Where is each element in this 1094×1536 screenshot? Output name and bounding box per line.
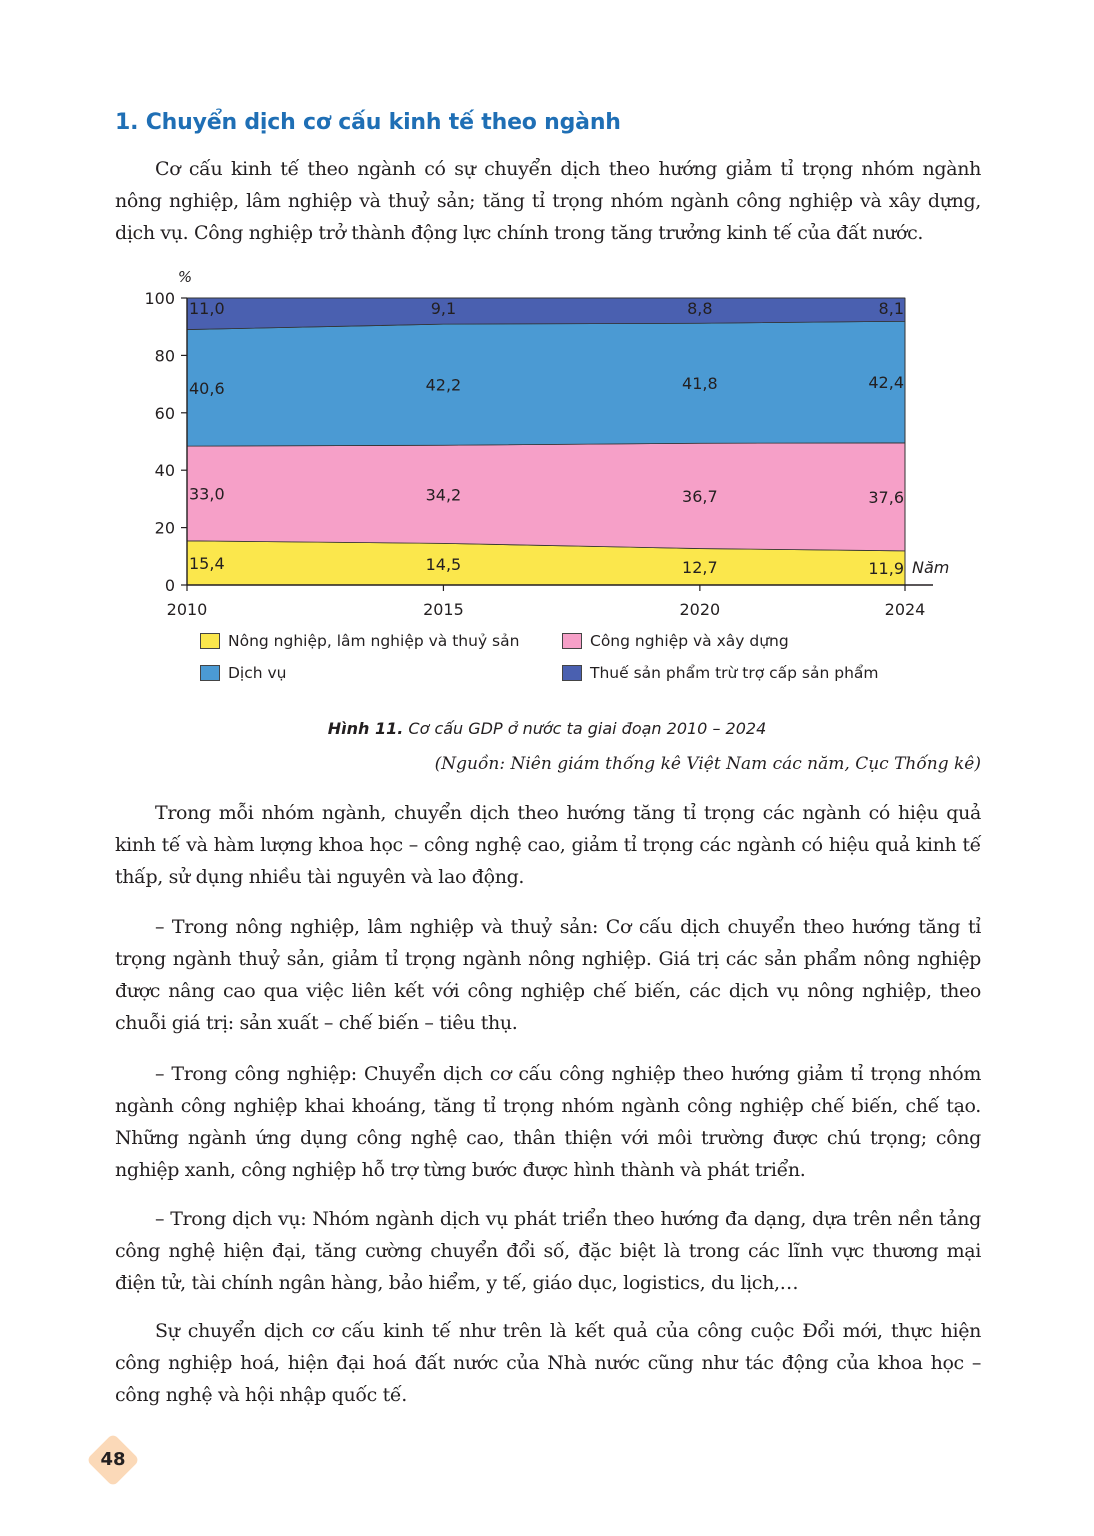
- x-tick-label: 2024: [884, 600, 926, 619]
- y-tick-label: 60: [154, 403, 175, 423]
- data-label: 15,4: [189, 553, 225, 573]
- body-paragraph-industry: – Trong công nghiệp: Chuyển dịch cơ cấu công nghiệp theo hướng giảm tỉ trọng nhóm ngành công nghiệp khai khoáng, tăng tỉ trọng nhóm ngành công nghiệp chế biến, chế tạo. Những ngành ứng dụng công nghệ cao, thân thiện với môi trường được chú trọng; công nghiệp xanh, công nghiệp hỗ trợ từng bước được hình thành và phát triển.: [115, 1063, 981, 1181]
- data-label: 11,9: [868, 558, 904, 578]
- chart-legend: [200, 632, 920, 694]
- page-number: 48: [100, 1449, 126, 1470]
- gdp-structure-chart: [115, 262, 975, 622]
- legend-label-industry: Công nghiệp và xây dựng: [590, 632, 789, 650]
- data-label: 9,1: [430, 299, 457, 318]
- figure-caption-label: Hình 11.: [327, 719, 404, 738]
- legend-swatch-services: [200, 665, 220, 681]
- y-tick-label: 20: [154, 518, 175, 538]
- figure-caption: [0, 719, 1094, 738]
- y-axis-title: %: [177, 268, 193, 286]
- body-paragraph-agriculture: – Trong nông nghiệp, lâm nghiệp và thuỷ sản: Cơ cấu dịch chuyển theo hướng tăng tỉ trọng ngành thuỷ sản, giảm tỉ trọng ngành nông nghiệp. Giá trị các sản phẩm nông nghiệp được nâng cao qua việc liên kết với công nghiệp chế biến, các dịch vụ nông nghiệp, theo chuỗi giá trị: sản xuất – chế biến – tiêu thụ.: [115, 916, 981, 1034]
- body-paragraph-conclusion: Sự chuyển dịch cơ cấu kinh tế như trên là kết quả của công cuộc Đổi mới, thực hiện công nghiệp hoá, hiện đại hoá đất nước của Nhà nước cũng như tác động của khoa học – công nghệ và hội nhập quốc tế.: [115, 1320, 981, 1406]
- legend-swatch-industry: [562, 633, 582, 649]
- data-label: 12,7: [682, 557, 718, 577]
- data-label: 14,5: [425, 555, 462, 575]
- figure-source: (Nguồn: Niên giám thống kê Việt Nam các năm, Cục Thống kê): [434, 754, 981, 774]
- legend-label-taxes: Thuế sản phẩm trừ trợ cấp sản phẩm: [590, 664, 879, 682]
- x-axis-title: Năm: [912, 558, 950, 577]
- figure-caption-text: Cơ cấu GDP ở nước ta giai đoạn 2010 – 2024: [403, 719, 767, 738]
- data-label: 40,6: [189, 378, 225, 398]
- legend-item-services: [200, 664, 287, 682]
- legend-swatch-taxes: [562, 665, 582, 681]
- legend-swatch-agriculture: [200, 633, 220, 649]
- data-label: 8,1: [878, 299, 904, 318]
- data-label: 11,0: [189, 299, 225, 318]
- legend-label-agriculture: Nông nghiệp, lâm nghiệp và thuỷ sản: [228, 632, 520, 650]
- data-label: 37,6: [868, 487, 904, 507]
- y-tick-label: 80: [154, 346, 175, 366]
- legend-item-taxes: [562, 664, 879, 682]
- data-label: 33,0: [189, 484, 225, 504]
- body-paragraph-services: – Trong dịch vụ: Nhóm ngành dịch vụ phát triển theo hướng đa dạng, dựa trên nền tảng công nghệ hiện đại, tăng cường chuyển đổi số, đặc biệt là trong các lĩnh vực thương mại điện tử, tài chính ngân hàng, bảo hiểm, y tế, giáo dục, logistics, du lịch,…: [115, 1208, 981, 1294]
- data-label: 42,4: [868, 373, 904, 393]
- data-label: 8,8: [687, 299, 713, 318]
- area-2: [187, 443, 905, 551]
- intro-paragraph: Cơ cấu kinh tế theo ngành có sự chuyển dịch theo hướng giảm tỉ trọng nhóm ngành nông nghiệp, lâm nghiệp và thuỷ sản; tăng tỉ trọng nhóm ngành công nghiệp và xây dựng, dịch vụ. Công nghiệp trở thành động lực chính trong tăng trưởng kinh tế của đất nước.: [115, 158, 981, 244]
- x-tick-label: 2020: [679, 600, 721, 619]
- legend-label-services: Dịch vụ: [228, 664, 287, 682]
- area-3: [187, 321, 905, 446]
- data-label: 42,2: [425, 375, 462, 395]
- section-heading: 1. Chuyển dịch cơ cấu kinh tế theo ngành: [115, 110, 621, 135]
- data-label: 34,2: [425, 485, 462, 505]
- y-tick-label: 0: [164, 576, 175, 595]
- legend-item-industry: [562, 632, 789, 650]
- x-tick-label: 2010: [166, 600, 208, 619]
- legend-item-agriculture: [200, 632, 519, 650]
- y-tick-label: 100: [144, 289, 175, 308]
- x-tick-label: 2015: [423, 600, 464, 619]
- data-label: 36,7: [682, 486, 718, 506]
- data-label: 41,8: [682, 374, 718, 394]
- y-tick-label: 40: [154, 461, 175, 481]
- body-paragraph: Trong mỗi nhóm ngành, chuyển dịch theo hướng tăng tỉ trọng các ngành có hiệu quả kinh tế và hàm lượng khoa học – công nghệ cao, giảm tỉ trọng các ngành có hiệu quả kinh tế thấp, sử dụng nhiều tài nguyên và lao động.: [115, 802, 981, 888]
